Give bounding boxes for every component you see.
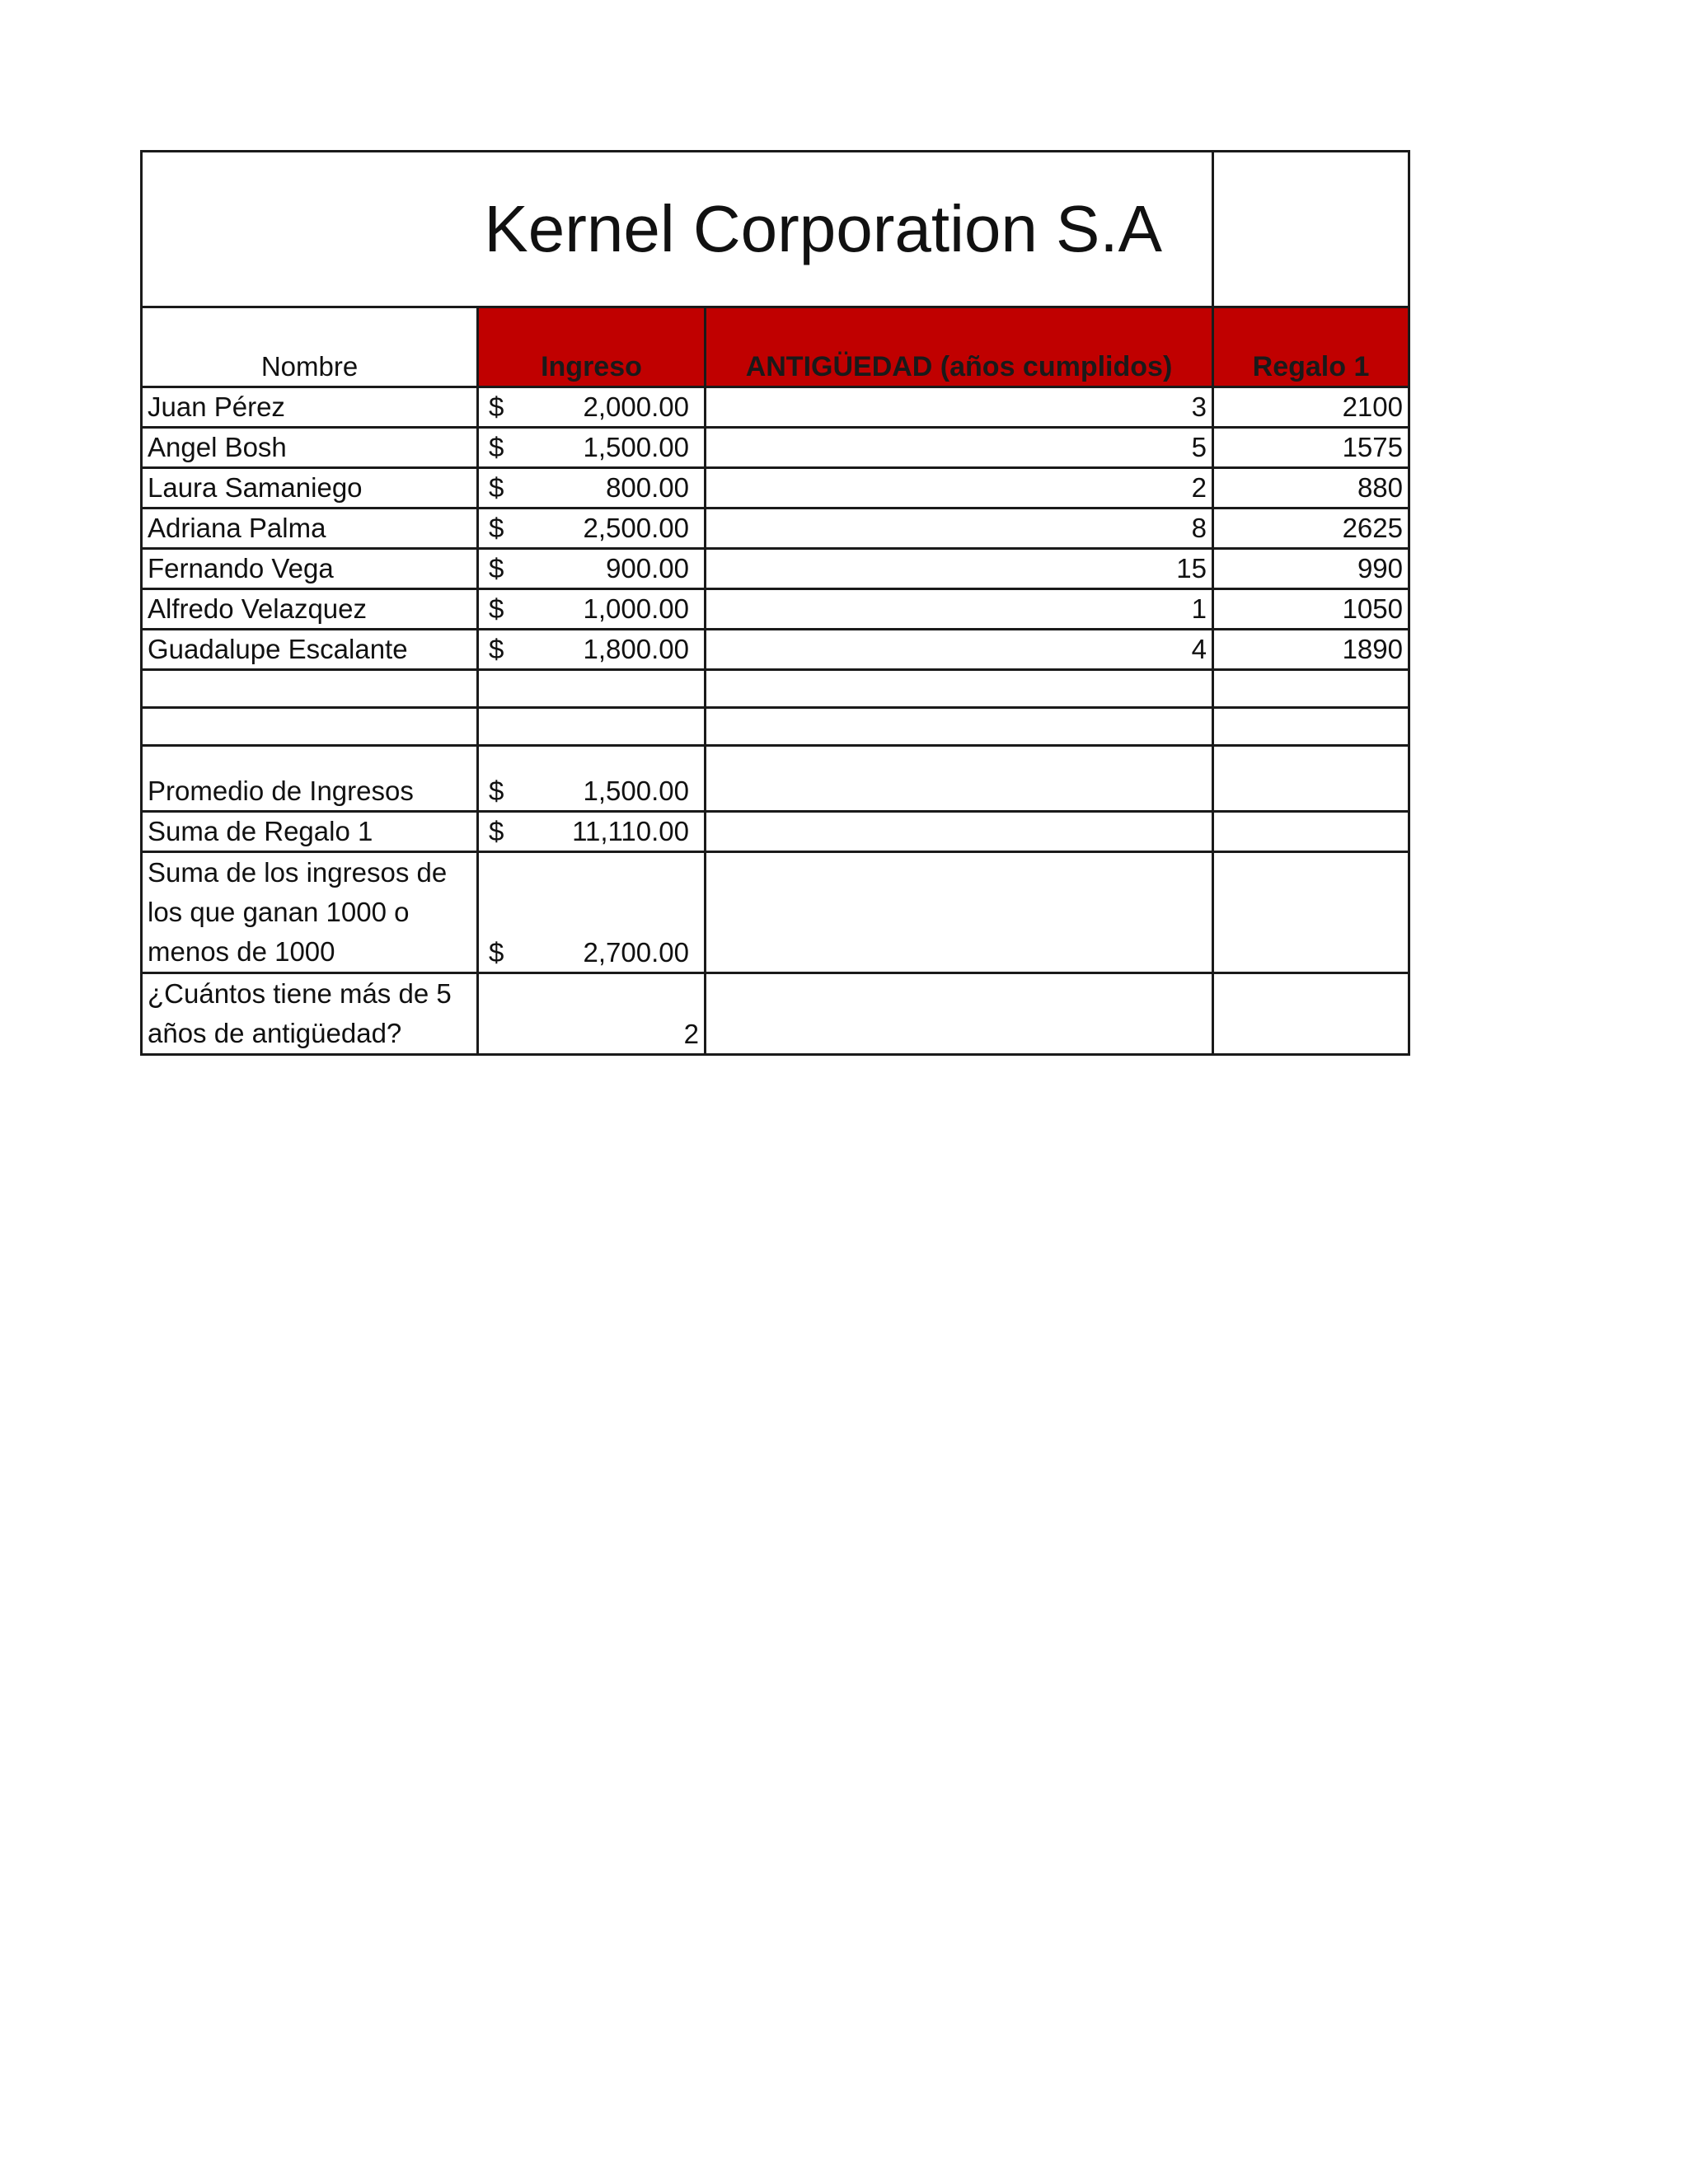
cell-antiguedad[interactable]: 8 <box>706 509 1213 549</box>
currency-symbol: $ <box>489 391 504 422</box>
cell-ingreso[interactable] <box>478 630 706 670</box>
promedio-value[interactable] <box>478 746 706 812</box>
cell-ingreso[interactable] <box>478 509 706 549</box>
cell-antiguedad[interactable]: 3 <box>706 387 1213 428</box>
empty-cell[interactable] <box>142 708 478 746</box>
cell-regalo[interactable]: 1890 <box>1213 630 1409 670</box>
ingreso-amount: 2,000.00 <box>583 391 689 422</box>
empty-cell[interactable] <box>706 746 1213 812</box>
cell-nombre[interactable]: Alfredo Velazquez <box>142 589 478 630</box>
empty-cell[interactable] <box>478 670 706 708</box>
header-nombre[interactable]: Nombre <box>142 307 478 387</box>
promedio-amount: 1,500.00 <box>583 776 689 806</box>
table-row <box>142 509 1409 549</box>
empty-cell[interactable] <box>706 973 1213 1055</box>
suma-ingresos-label[interactable]: Suma de los ingresos de los que ganan 1000 o menos de 1000 <box>142 852 478 973</box>
suma-regalo-value[interactable] <box>478 812 706 852</box>
cell-regalo[interactable]: 1050 <box>1213 589 1409 630</box>
ingreso-amount: 2,500.00 <box>583 513 689 543</box>
cell-nombre[interactable]: Fernando Vega <box>142 549 478 589</box>
cell-ingreso[interactable] <box>478 589 706 630</box>
cell-nombre[interactable]: Guadalupe Escalante <box>142 630 478 670</box>
currency-symbol: $ <box>489 593 504 624</box>
currency-symbol: $ <box>489 472 504 503</box>
currency-symbol: $ <box>489 634 504 664</box>
empty-cell[interactable] <box>706 708 1213 746</box>
empty-cell[interactable] <box>1213 812 1409 852</box>
header-antiguedad[interactable]: ANTIGÜEDAD (años cumplidos) <box>706 307 1213 387</box>
ingreso-amount: 900.00 <box>606 553 689 583</box>
empty-cell[interactable] <box>1213 852 1409 973</box>
suma-ingresos-amount: 2,700.00 <box>583 937 689 968</box>
suma-regalo-label[interactable]: Suma de Regalo 1 <box>142 812 478 852</box>
spreadsheet-table <box>140 150 1410 1056</box>
empty-cell[interactable] <box>1213 670 1409 708</box>
currency-symbol: $ <box>489 553 504 583</box>
ingreso-amount: 800.00 <box>606 472 689 503</box>
empty-cell[interactable] <box>1213 708 1409 746</box>
table-row <box>142 549 1409 589</box>
currency-symbol: $ <box>489 937 504 968</box>
cell-regalo[interactable]: 990 <box>1213 549 1409 589</box>
suma-ingresos-value[interactable] <box>478 852 706 973</box>
title[interactable]: Kernel Corporation S.A <box>142 152 1213 307</box>
cell-antiguedad[interactable]: 2 <box>706 468 1213 509</box>
empty-cell[interactable] <box>478 708 706 746</box>
cell-regalo[interactable]: 2625 <box>1213 509 1409 549</box>
cell-regalo[interactable]: 880 <box>1213 468 1409 509</box>
cell-antiguedad[interactable]: 1 <box>706 589 1213 630</box>
cell-nombre[interactable]: Laura Samaniego <box>142 468 478 509</box>
cell-ingreso[interactable] <box>478 428 706 468</box>
cell-ingreso[interactable] <box>478 549 706 589</box>
title-blank-cell[interactable] <box>1213 152 1409 307</box>
cell-nombre[interactable]: Adriana Palma <box>142 509 478 549</box>
cuantos-label[interactable]: ¿Cuántos tiene más de 5 años de antigüedad? <box>142 973 478 1055</box>
cell-nombre[interactable]: Angel Bosh <box>142 428 478 468</box>
table-row <box>142 630 1409 670</box>
cell-nombre[interactable]: Juan Pérez <box>142 387 478 428</box>
currency-symbol: $ <box>489 432 504 462</box>
currency-symbol: $ <box>489 776 504 806</box>
cell-ingreso[interactable] <box>478 387 706 428</box>
cell-antiguedad[interactable]: 4 <box>706 630 1213 670</box>
cell-antiguedad[interactable]: 15 <box>706 549 1213 589</box>
currency-symbol: $ <box>489 513 504 543</box>
table-row <box>142 468 1409 509</box>
cell-regalo[interactable]: 1575 <box>1213 428 1409 468</box>
empty-cell[interactable] <box>706 812 1213 852</box>
cell-antiguedad[interactable]: 5 <box>706 428 1213 468</box>
promedio-label[interactable]: Promedio de Ingresos <box>142 746 478 812</box>
empty-cell[interactable] <box>1213 746 1409 812</box>
summary-row-suma-regalo <box>142 812 1409 852</box>
title-row <box>142 152 1409 307</box>
ingreso-amount: 1,800.00 <box>583 634 689 664</box>
empty-cell[interactable] <box>706 852 1213 973</box>
ingreso-amount: 1,500.00 <box>583 432 689 462</box>
cuantos-value[interactable]: 2 <box>478 973 706 1055</box>
empty-row <box>142 708 1409 746</box>
table-row <box>142 387 1409 428</box>
table-row <box>142 428 1409 468</box>
empty-cell[interactable] <box>142 670 478 708</box>
summary-row-suma-ingresos <box>142 852 1409 973</box>
cell-regalo[interactable]: 2100 <box>1213 387 1409 428</box>
table-row <box>142 589 1409 630</box>
header-ingreso[interactable]: Ingreso <box>478 307 706 387</box>
summary-row-promedio <box>142 746 1409 812</box>
header-row <box>142 307 1409 387</box>
cell-ingreso[interactable] <box>478 468 706 509</box>
empty-row <box>142 670 1409 708</box>
suma-regalo-amount: 11,110.00 <box>572 816 689 846</box>
ingreso-amount: 1,000.00 <box>583 593 689 624</box>
currency-symbol: $ <box>489 816 504 846</box>
empty-cell[interactable] <box>706 670 1213 708</box>
summary-row-cuantos <box>142 973 1409 1055</box>
header-regalo[interactable]: Regalo 1 <box>1213 307 1409 387</box>
empty-cell[interactable] <box>1213 973 1409 1055</box>
